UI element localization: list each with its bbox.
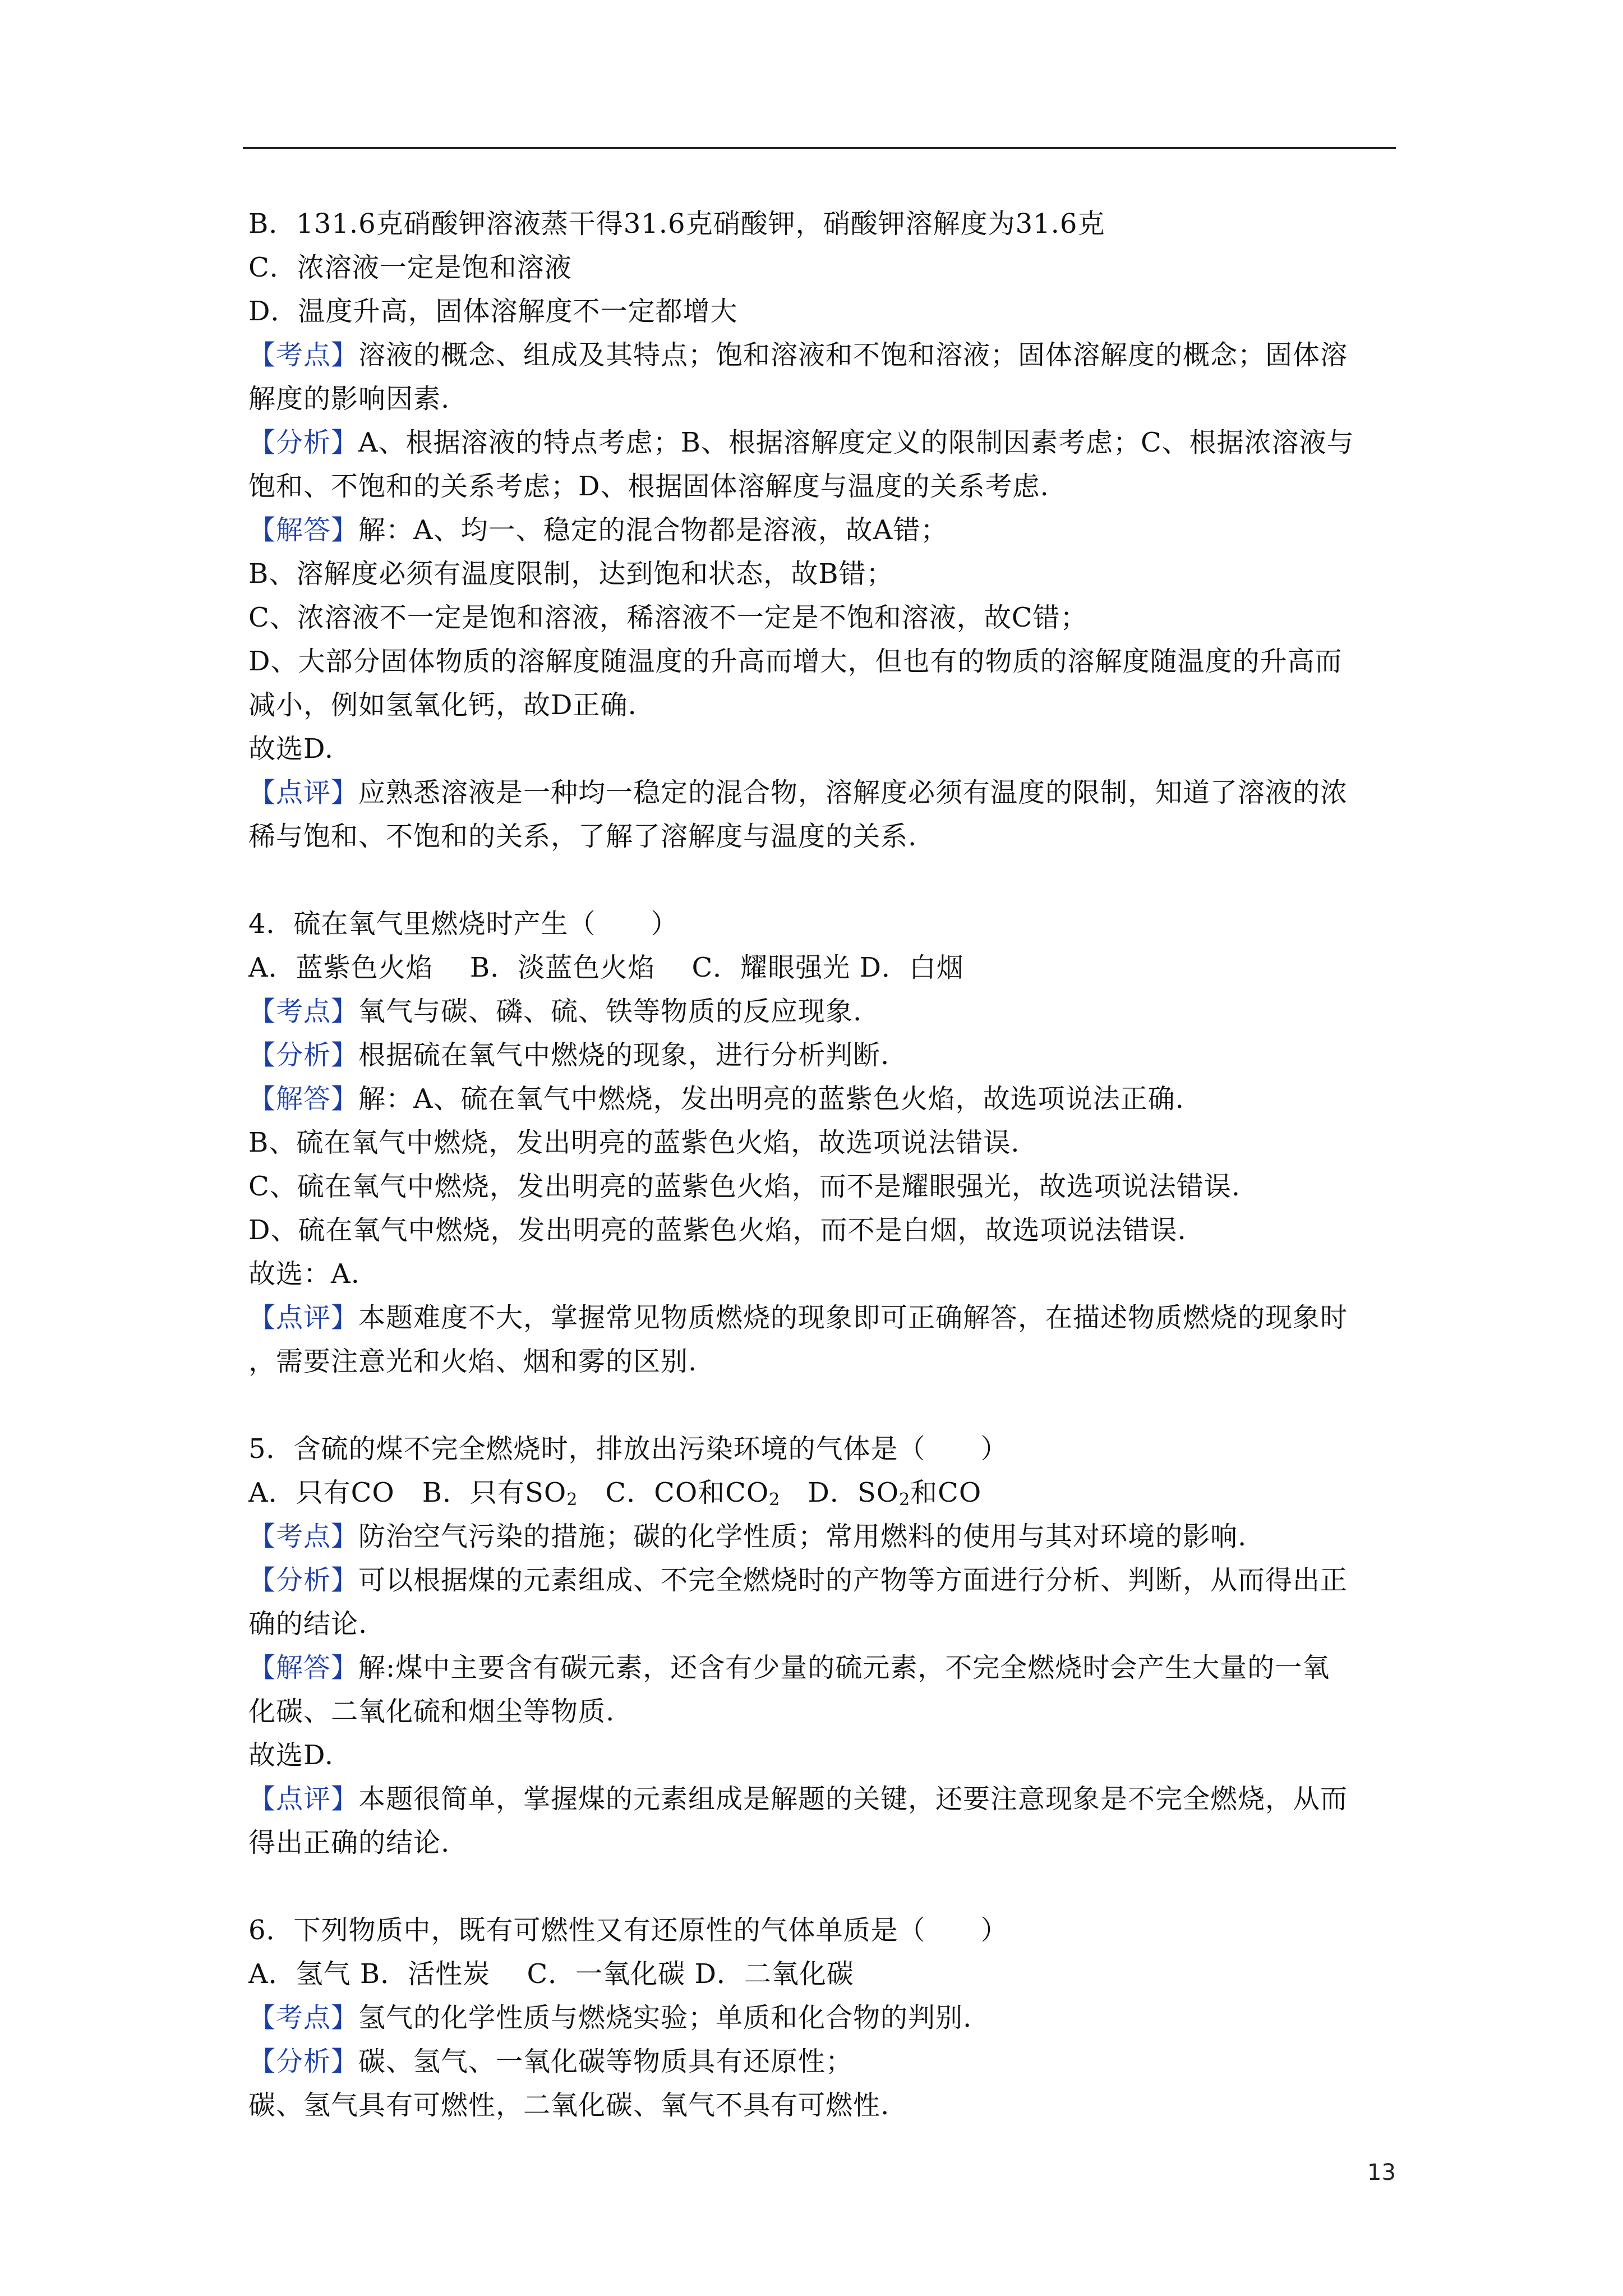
section-tag: 【分析】 bbox=[248, 1565, 359, 1596]
text-line bbox=[248, 508, 1398, 552]
text-line bbox=[248, 1471, 1398, 1515]
text-line bbox=[248, 1121, 1398, 1165]
section-tag: 【考点】 bbox=[248, 996, 359, 1027]
line-text: 防治空气污染的措施；碳的化学性质；常用燃料的使用与其对环境的影响. bbox=[358, 1521, 1247, 1552]
section-tag: 【考点】 bbox=[248, 339, 359, 371]
section-gap bbox=[248, 1383, 1398, 1427]
text-line bbox=[248, 1690, 1398, 1733]
section-tag: 【点评】 bbox=[248, 777, 359, 808]
text-line bbox=[248, 1296, 1398, 1340]
text-line bbox=[248, 1777, 1398, 1821]
text-line bbox=[248, 1558, 1398, 1602]
text-line bbox=[248, 683, 1398, 727]
option-text: D．SO bbox=[780, 1477, 900, 1508]
line-text: ，需要注意光和火焰、烟和雾的区别. bbox=[248, 1346, 698, 1377]
text-line bbox=[248, 1733, 1398, 1777]
line-text: 解:煤中主要含有碳元素，还含有少量的硫元素，不完全燃烧时会产生大量的一氧 bbox=[358, 1652, 1330, 1683]
line-text: C、浓溶液不一定是饱和溶液，稀溶液不一定是不饱和溶液，故C错； bbox=[248, 602, 1088, 633]
text-line bbox=[248, 596, 1398, 639]
line-text: 确的结论. bbox=[248, 1608, 368, 1640]
section-q5 bbox=[248, 1427, 1398, 1865]
text-line bbox=[248, 289, 1398, 333]
line-text: 本题难度不大，掌握常见物质燃烧的现象即可正确解答，在描述物质燃烧的现象时 bbox=[358, 1302, 1348, 1333]
section-q3-cont bbox=[248, 202, 1398, 858]
subscript: 2 bbox=[769, 1490, 781, 1510]
section-gap bbox=[248, 1865, 1398, 1908]
line-text: B、硫在氧气中燃烧，发出明亮的蓝紫色火焰，故选项说法错误. bbox=[248, 1127, 1020, 1158]
line-text: 氧气与碳、磷、硫、铁等物质的反应现象. bbox=[358, 996, 863, 1027]
text-line bbox=[248, 771, 1398, 815]
section-tag: 【分析】 bbox=[248, 1039, 359, 1071]
line-text: 碳、氢气、一氧化碳等物质具有还原性； bbox=[358, 2046, 854, 2077]
line-text: D、大部分固体物质的溶解度随温度的升高而增大，但也有的物质的溶解度随温度的升高而 bbox=[248, 646, 1343, 677]
line-text: A、根据溶液的特点考虑；B、根据溶解度定义的限制因素考虑；C、根据浓溶液与 bbox=[358, 427, 1354, 458]
line-text: 碳、氢气具有可燃性，二氧化碳、氧气不具有可燃性. bbox=[248, 2090, 890, 2121]
text-line bbox=[248, 1646, 1398, 1690]
text-line bbox=[248, 946, 1398, 990]
line-text: 4．硫在氧气里燃烧时产生（ ） bbox=[248, 908, 679, 940]
line-text: B、溶解度必须有温度限制，达到饱和状态，故B错； bbox=[248, 558, 894, 590]
text-line bbox=[248, 1952, 1398, 1996]
line-text: 减小，例如氢氧化钙，故D正确. bbox=[248, 689, 637, 721]
text-line bbox=[248, 727, 1398, 771]
subscript: 2 bbox=[566, 1490, 578, 1510]
line-text: 根据硫在氧气中燃烧的现象，进行分析判断. bbox=[358, 1039, 890, 1071]
text-line bbox=[248, 1908, 1398, 1952]
text-line bbox=[248, 464, 1398, 508]
line-text: 可以根据煤的元素组成、不完全燃烧时的产物等方面进行分析、判断，从而得出正 bbox=[358, 1565, 1348, 1596]
text-line bbox=[248, 246, 1398, 289]
text-line bbox=[248, 1033, 1398, 1077]
text-line bbox=[248, 1821, 1398, 1865]
text-line bbox=[248, 1252, 1398, 1296]
section-tag: 【考点】 bbox=[248, 2002, 359, 2033]
section-tag: 【点评】 bbox=[248, 1783, 359, 1815]
option-text: 和CO bbox=[910, 1477, 982, 1508]
line-text: A．氢气 B．活性炭 C．一氧化碳 D．二氧化碳 bbox=[248, 1958, 854, 1990]
section-tag: 【分析】 bbox=[248, 2046, 359, 2077]
line-text: 饱和、不饱和的关系考虑；D、根据固体溶解度与温度的关系考虑. bbox=[248, 471, 1049, 502]
line-text: 5．含硫的煤不完全燃烧时，排放出污染环境的气体是（ ） bbox=[248, 1433, 1008, 1465]
header-rule bbox=[243, 147, 1396, 149]
line-text: 稀与饱和、不饱和的关系，了解了溶解度与温度的关系. bbox=[248, 821, 917, 852]
text-line bbox=[248, 421, 1398, 464]
line-text: 氢气的化学性质与燃烧实验；单质和化合物的判别. bbox=[358, 2002, 972, 2033]
text-line bbox=[248, 202, 1398, 246]
section-tag: 【解答】 bbox=[248, 1652, 359, 1683]
line-text: B．131.6克硝酸钾溶液蒸干得31.6克硝酸钾，硝酸钾溶解度为31.6克 bbox=[248, 208, 1105, 240]
text-line bbox=[248, 2083, 1398, 2127]
line-text: 本题很简单，掌握煤的元素组成是解题的关键，还要注意现象是不完全燃烧，从而 bbox=[358, 1783, 1348, 1815]
subscript: 2 bbox=[899, 1490, 911, 1510]
section-tag: 【点评】 bbox=[248, 1302, 359, 1333]
section-gap bbox=[248, 858, 1398, 902]
text-line bbox=[248, 639, 1398, 683]
line-text: 故选：A. bbox=[248, 1258, 360, 1290]
text-line bbox=[248, 1515, 1398, 1558]
line-text: 应熟悉溶液是一种均一稳定的混合物，溶解度必须有温度的限制，知道了溶液的浓 bbox=[358, 777, 1348, 808]
text-line bbox=[248, 902, 1398, 946]
option-text: C．CO和CO bbox=[578, 1477, 769, 1508]
line-text: D．温度升高，固体溶解度不一定都增大 bbox=[248, 296, 738, 327]
page-content bbox=[248, 202, 1398, 2127]
line-text: C．浓溶液一定是饱和溶液 bbox=[248, 252, 572, 283]
line-text: 6．下列物质中，既有可燃性又有还原性的气体单质是（ ） bbox=[248, 1915, 1008, 1946]
text-line bbox=[248, 1427, 1398, 1471]
text-line bbox=[248, 1077, 1398, 1121]
text-line bbox=[248, 2040, 1398, 2083]
line-text: 解：A、硫在氧气中燃烧，发出明亮的蓝紫色火焰，故选项说法正确. bbox=[358, 1083, 1184, 1115]
text-line bbox=[248, 377, 1398, 421]
section-tag: 【分析】 bbox=[248, 427, 359, 458]
text-line bbox=[248, 1208, 1398, 1252]
section-q6 bbox=[248, 1908, 1398, 2127]
line-text: A．蓝紫色火焰 B．淡蓝色火焰 C．耀眼强光 D．白烟 bbox=[248, 952, 964, 983]
line-text: C、硫在氧气中燃烧，发出明亮的蓝紫色火焰，而不是耀眼强光，故选项说法错误. bbox=[248, 1171, 1241, 1202]
text-line bbox=[248, 1996, 1398, 2040]
option-text: A．只有CO B．只有SO bbox=[248, 1477, 567, 1508]
line-text: 故选D. bbox=[248, 733, 334, 765]
text-line bbox=[248, 333, 1398, 377]
line-text: 溶液的概念、组成及其特点；饱和溶液和不饱和溶液；固体溶解度的概念；固体溶 bbox=[358, 339, 1348, 371]
line-text: 化碳、二氧化硫和烟尘等物质. bbox=[248, 1696, 615, 1727]
line-text: 解：A、均一、稳定的混合物都是溶液，故A错； bbox=[358, 514, 948, 546]
text-line bbox=[248, 990, 1398, 1033]
text-line bbox=[248, 1340, 1398, 1383]
line-text: 得出正确的结论. bbox=[248, 1827, 450, 1858]
text-line bbox=[248, 1602, 1398, 1646]
line-text: 故选D. bbox=[248, 1740, 334, 1771]
text-line bbox=[248, 815, 1398, 858]
section-tag: 【解答】 bbox=[248, 514, 359, 546]
text-line bbox=[248, 1165, 1398, 1208]
line-text: D、硫在氧气中燃烧，发出明亮的蓝紫色火焰，而不是白烟，故选项说法错误. bbox=[248, 1214, 1187, 1246]
line-text: 解度的影响因素. bbox=[248, 383, 450, 415]
page-number: 13 bbox=[1367, 2160, 1396, 2185]
text-line bbox=[248, 552, 1398, 596]
section-q4 bbox=[248, 902, 1398, 1383]
section-tag: 【解答】 bbox=[248, 1083, 359, 1115]
section-tag: 【考点】 bbox=[248, 1521, 359, 1552]
